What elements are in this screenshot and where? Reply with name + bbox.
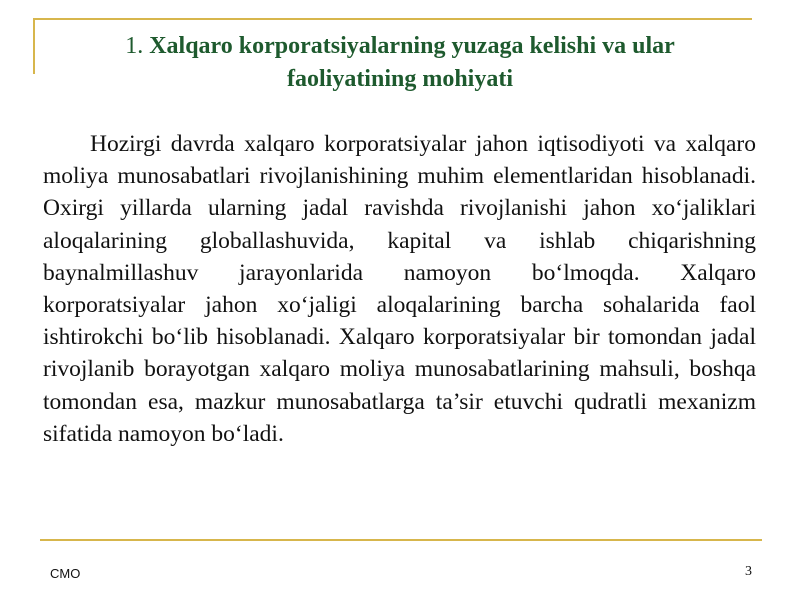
left-accent-line	[33, 18, 35, 74]
page-number: 3	[745, 564, 752, 579]
footer-label: CMO	[50, 566, 81, 581]
title-text: Xalqaro korporatsiyalarning yuzaga kelishi va ular faoliyatining mohiyati	[149, 33, 675, 92]
bottom-divider	[40, 539, 762, 541]
title-number: 1.	[125, 33, 144, 59]
slide-title	[60, 30, 740, 96]
body-paragraph: Hozirgi davrda xalqaro korporatsiyalar jahon iqtisodiyoti va xalqaro moliya munosabatlari rivojlanishining muhim elementlaridan hisoblanadi. Oxirgi yillarda ularning jadal ravishda rivojlanishi jahon xo‘jaliklari aloqalarining globallashuvida, kapital va ishlab chiqarishning baynalmillashuv jarayonlarida namoyon bo‘lmoqda. Xalqaro korporatsiyalar jahon xo‘jaligi aloqalarining barcha sohalarida faol ishtirokchi bo‘lib hisoblanadi. Xalqaro korporatsiyalar bir tomondan jadal rivojlanib borayotgan xalqaro moliya munosabatlarining mahsuli, boshqa tomondan esa, mazkur munosabatlarga ta’sir etuvchi qudratli mexanizm sifatida namoyon bo‘ladi.	[43, 131, 756, 447]
top-divider	[35, 18, 752, 20]
